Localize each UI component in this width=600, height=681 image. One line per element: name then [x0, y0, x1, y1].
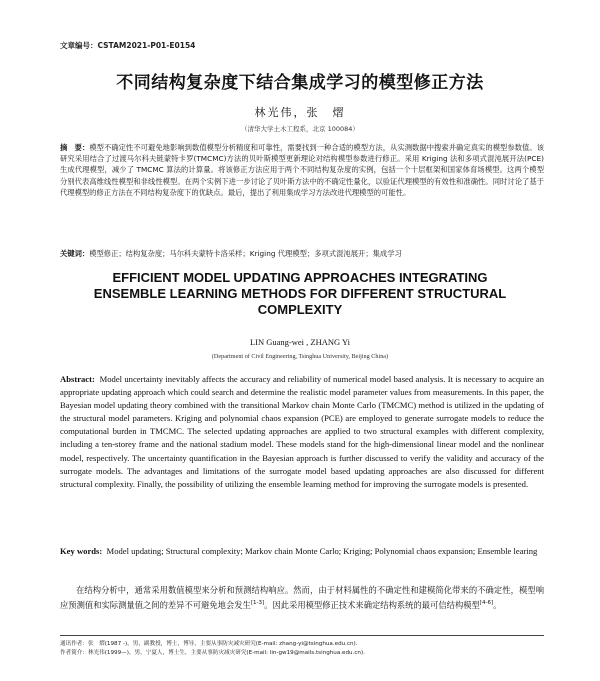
chinese-title: 不同结构复杂度下结合集成学习的模型修正方法 [116, 73, 484, 93]
body-text-part1: 在结构分析中，通常采用数值模型来分析和预测结构响应。然而，由于材料属性的不确定性和建模简化带来的不确定性，模型响应预测值和实际测量值之间的差异不可避免地会发生 [60, 585, 544, 610]
english-authors: LIN Guang-wei , ZHANG Yi [249, 337, 350, 347]
english-keywords-text: Model updating; Structural complexity; Markov chain Monte Carlo; Kriging; Polynomial chaos expansion; Ensemble learing [106, 546, 538, 556]
chinese-keywords-text: 模型修正；结构复杂度；马尔科夫蒙特卡洛采样；Kriging 代理模型；多项式混沌展开；集成学习 [89, 249, 402, 258]
body-text-end: 。 [493, 599, 502, 610]
body-paragraph [60, 584, 544, 612]
english-title-line: ENSEMBLE LEARNING METHODS FOR DIFFERENT STRUCTURAL [93, 286, 507, 301]
english-abstract [60, 373, 544, 491]
english-title [0, 270, 600, 318]
chinese-abstract-label: 摘 要： [60, 143, 90, 152]
chinese-affiliation: （清华大学土木工程系，北京 100084） [241, 125, 359, 133]
footnotes [60, 635, 544, 658]
english-title-line: COMPLEXITY [257, 302, 343, 317]
chinese-authors: 林光伟，张 熠 [254, 106, 346, 119]
footnote-corresponding-author: 通讯作者：张 熠(1987 -)，男，副教授，博士，博导，主要从事防灾减灾研究(E-mail: zhang-yi@tsinghua.edu.cn). [60, 641, 358, 647]
citation-ref: [1-3] [250, 600, 265, 607]
english-keywords-label: Key words: [60, 546, 103, 556]
english-keywords [60, 545, 544, 558]
english-abstract-label: Abstract: [60, 374, 95, 384]
footnote-author-bio: 作者简介：林光伟(1999—)，男，宁夏人，博士生，主要从事防灾减灾研究(E-mail: lin-gw19@mails.tsinghua.edu.cn). [60, 650, 365, 656]
chinese-keywords-label: 关键词： [60, 249, 90, 258]
body-text-part2: 。因此采用模型修正技术来确定结构系统的最可信结构模型 [264, 599, 480, 610]
english-affiliation: (Department of Civil Engineering, Tsinghua University, Beijing China) [211, 353, 389, 360]
english-abstract-text: Model uncertainty inevitably affects the accuracy and reliability of numerical model based analysis. It is necessary to acquire an appropriate updating approach which could search and determine the realistic model parameter values from measurements. In this paper, the Bayesian model updating theory combined with the transitional Markov chain Monte Carlo (TMCMC) method is utilized in the updating of the structural model parameters. Kriging and polynomial chaos expansion (PCE) are employed to generate surrogate models to reduce the computational burden in TMCMC. The selected updating approaches are applied to two structural examples with different complexity, including a ten-storey frame and the national stadium model. These models stand for the high-dimensional linear model and the nonlinear model, respectively. The uncertainty quantification in the Bayesian approach is further discussed to verify the validity and accuracy of the surrogate models. The advantages and limitations of the surrogate model based updating approaches are also discussed for different structural complexity. Finally, the possibility of utilizing the ensemble learning method for improving the surrogate models is presented. [60, 374, 544, 489]
citation-ref: [4-6] [479, 600, 494, 607]
chinese-abstract [60, 142, 544, 198]
english-title-line: EFFICIENT MODEL UPDATING APPROACHES INTEGRATING [112, 270, 488, 285]
chinese-abstract-text: 模型不确定性不可避免地影响到数值模型分析精度和可靠性，需要找到一种合适的模型方法，从实测数据中搜索并确定真实的模型参数值。该研究采用结合了过渡马尔科夫链蒙特卡罗(TMCMC)方法的贝叶斯模型更新理论对结构模型参数进行修正。采用 Kriging 法和多项式混沌展开法(PCE)生成代理模型，减少了 TMCMC 算法的计算量。将该修正方法应用于两个不同结构复杂度的实例，包括一个十层框架和国家体育场模型。这两个模型分别代表高维线性模型和非线性模型。在两个实例下进一步讨论了贝叶斯方法中的不确定性量化，以验证代理模型的有效性和准确性。同时讨论了基于代理模型的修正方法在不同结构复杂度下的优缺点。最后，提出了利用集成学习方法改进代理模型的可能性。 [60, 143, 545, 197]
document-id: 文章编号：CSTAM2021-P01-E0154 [60, 41, 196, 50]
chinese-keywords [60, 248, 544, 259]
